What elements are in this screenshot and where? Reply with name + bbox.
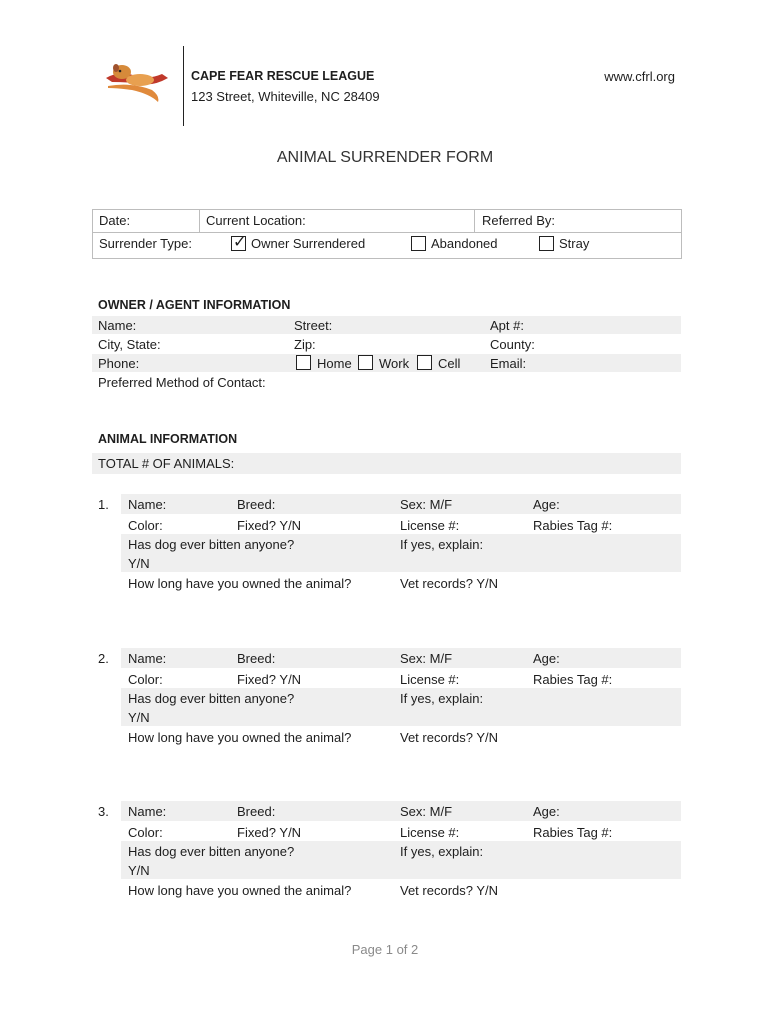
owner-phone-field[interactable]: Phone: xyxy=(98,356,140,371)
animal-number: 2. xyxy=(98,651,109,666)
animal-color-field[interactable]: Color: xyxy=(128,825,163,840)
org-name: CAPE FEAR RESCUE LEAGUE xyxy=(191,69,375,83)
animal-sex-field[interactable]: Sex: M/F xyxy=(400,497,453,512)
phone-work-label: Work xyxy=(379,356,410,371)
cfrl-logo xyxy=(102,60,174,106)
animal-fixed-field[interactable]: Fixed? Y/N xyxy=(237,825,302,840)
phone-cell-checkbox[interactable] xyxy=(417,355,432,370)
animal-bitten-yn[interactable]: Y/N xyxy=(128,863,150,878)
animal-vet-records[interactable]: Vet records? Y/N xyxy=(400,730,499,745)
animal-sex-field[interactable]: Sex: M/F xyxy=(400,804,453,819)
animal-entry-1 xyxy=(0,494,770,594)
stray-label: Stray xyxy=(559,236,590,251)
animal-owned-duration[interactable]: How long have you owned the animal? xyxy=(128,576,352,591)
abandoned-checkbox[interactable] xyxy=(411,236,426,251)
animal-color-field[interactable]: Color: xyxy=(128,518,163,533)
phone-home-label: Home xyxy=(317,356,352,371)
org-website[interactable]: www.cfrl.org xyxy=(604,69,675,84)
animal-name-field[interactable]: Name: xyxy=(128,651,167,666)
surrender-info-table xyxy=(92,209,682,259)
animal-license-field[interactable]: License #: xyxy=(400,825,460,840)
animal-entry-2 xyxy=(0,648,770,748)
animal-entry-3 xyxy=(0,801,770,901)
preferred-contact-field[interactable]: Preferred Method of Contact: xyxy=(98,375,266,390)
animal-bitten-question: Has dog ever bitten anyone? xyxy=(128,691,295,706)
phone-home-checkbox[interactable] xyxy=(296,355,311,370)
animal-vet-records[interactable]: Vet records? Y/N xyxy=(400,576,499,591)
current-location-field[interactable]: Current Location: xyxy=(206,213,306,228)
page-number: Page 1 of 2 xyxy=(351,942,419,957)
animal-owned-duration[interactable]: How long have you owned the animal? xyxy=(128,883,352,898)
phone-work-checkbox[interactable] xyxy=(358,355,373,370)
owner-city-state-field[interactable]: City, State: xyxy=(98,337,161,352)
abandoned-label: Abandoned xyxy=(431,236,498,251)
animal-color-field[interactable]: Color: xyxy=(128,672,163,687)
animal-bitten-yn[interactable]: Y/N xyxy=(128,556,150,571)
animal-explain-field[interactable]: If yes, explain: xyxy=(400,691,484,706)
owner-surrendered-label: Owner Surrendered xyxy=(251,236,366,251)
owner-name-field[interactable]: Name: xyxy=(98,318,137,333)
animal-breed-field[interactable]: Breed: xyxy=(237,497,276,512)
owner-apt-field[interactable]: Apt #: xyxy=(490,318,524,333)
animal-number: 3. xyxy=(98,804,109,819)
form-title: ANIMAL SURRENDER FORM xyxy=(276,149,494,166)
owner-street-field[interactable]: Street: xyxy=(294,318,333,333)
owner-section-heading: OWNER / AGENT INFORMATION xyxy=(98,298,291,312)
animal-bitten-yn[interactable]: Y/N xyxy=(128,710,150,725)
total-animals-field[interactable]: TOTAL # OF ANIMALS: xyxy=(98,456,235,471)
animal-section-heading: ANIMAL INFORMATION xyxy=(98,432,238,446)
date-field[interactable]: Date: xyxy=(99,213,131,228)
animal-license-field[interactable]: License #: xyxy=(400,518,460,533)
owner-zip-field[interactable]: Zip: xyxy=(294,337,316,352)
animal-number: 1. xyxy=(98,497,109,512)
animal-fixed-field[interactable]: Fixed? Y/N xyxy=(237,672,302,687)
animal-name-field[interactable]: Name: xyxy=(128,497,167,512)
animal-explain-field[interactable]: If yes, explain: xyxy=(400,844,484,859)
phone-cell-label: Cell xyxy=(438,356,461,371)
animal-bitten-question: Has dog ever bitten anyone? xyxy=(128,844,295,859)
animal-breed-field[interactable]: Breed: xyxy=(237,651,276,666)
animal-license-field[interactable]: License #: xyxy=(400,672,460,687)
stray-checkbox[interactable] xyxy=(539,236,554,251)
owner-email-field[interactable]: Email: xyxy=(490,356,527,371)
animal-vet-records[interactable]: Vet records? Y/N xyxy=(400,883,499,898)
org-address: 123 Street, Whiteville, NC 28409 xyxy=(191,89,380,104)
header-divider xyxy=(183,46,184,126)
animal-rabies-field[interactable]: Rabies Tag #: xyxy=(533,518,613,533)
animal-age-field[interactable]: Age: xyxy=(533,651,560,666)
referred-by-field[interactable]: Referred By: xyxy=(482,213,555,228)
animal-age-field[interactable]: Age: xyxy=(533,497,560,512)
animal-breed-field[interactable]: Breed: xyxy=(237,804,276,819)
animal-rabies-field[interactable]: Rabies Tag #: xyxy=(533,825,613,840)
owner-county-field[interactable]: County: xyxy=(490,337,535,352)
animal-owned-duration[interactable]: How long have you owned the animal? xyxy=(128,730,352,745)
animal-name-field[interactable]: Name: xyxy=(128,804,167,819)
animal-bitten-question: Has dog ever bitten anyone? xyxy=(128,537,295,552)
animal-fixed-field[interactable]: Fixed? Y/N xyxy=(237,518,302,533)
animal-explain-field[interactable]: If yes, explain: xyxy=(400,537,484,552)
surrender-info-row-1 xyxy=(93,210,681,233)
animal-rabies-field[interactable]: Rabies Tag #: xyxy=(533,672,613,687)
animal-age-field[interactable]: Age: xyxy=(533,804,560,819)
surrender-type-label: Surrender Type: xyxy=(99,236,192,251)
owner-row-shade-1 xyxy=(92,316,681,334)
animal-sex-field[interactable]: Sex: M/F xyxy=(400,651,453,666)
owner-surrendered-checkbox[interactable] xyxy=(231,236,246,251)
